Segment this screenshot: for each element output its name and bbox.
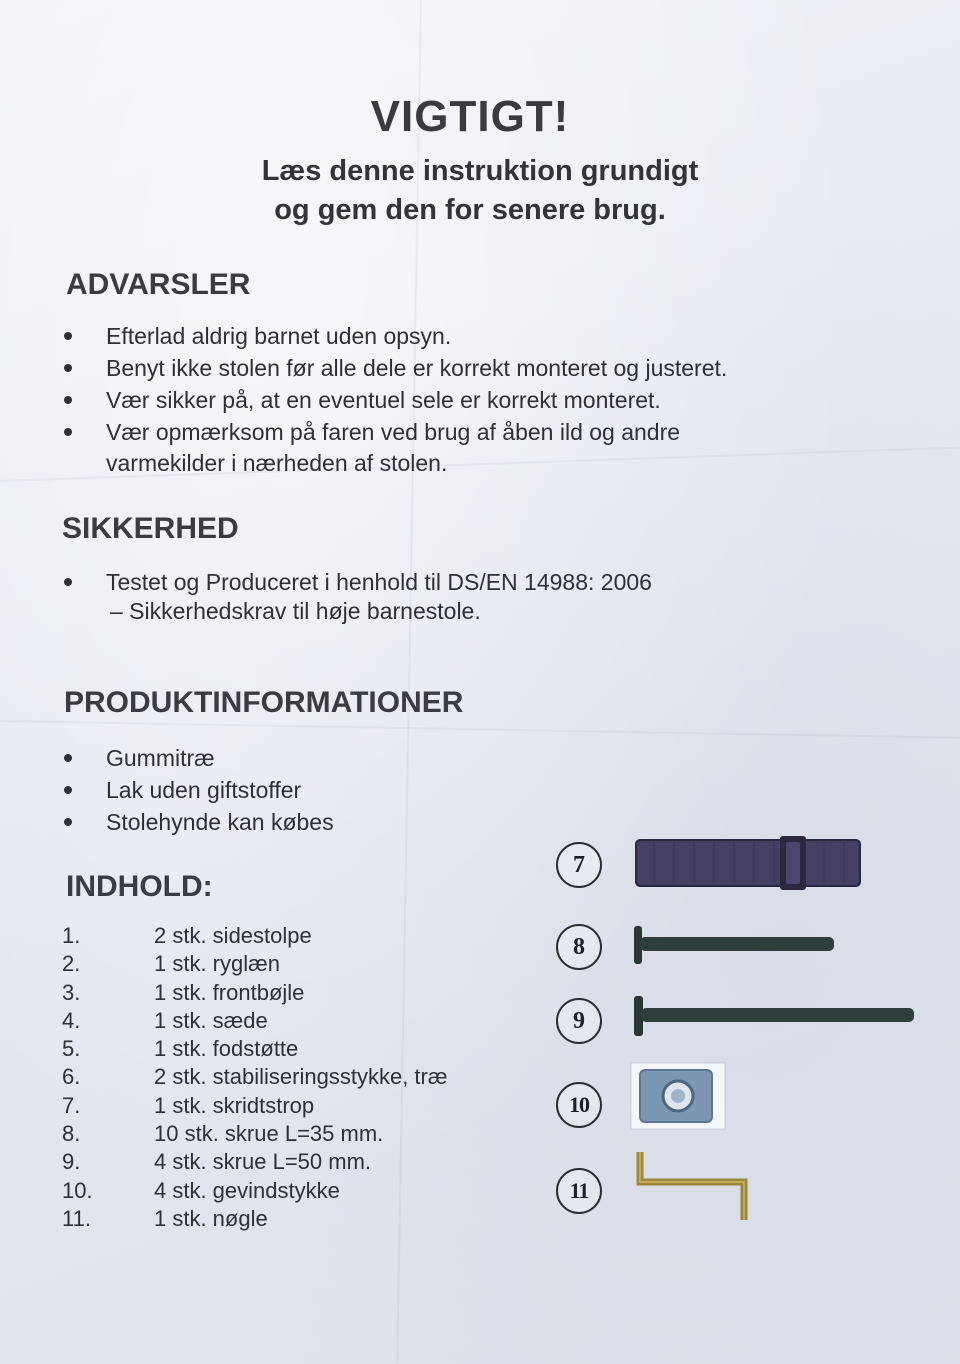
list-item: Testet og Produceret i henhold til DS/EN 14988: 2006 bbox=[62, 566, 652, 598]
produktinfo-list bbox=[62, 742, 334, 838]
table-row bbox=[62, 1177, 447, 1205]
item-number: 9. bbox=[62, 1149, 81, 1175]
part-label-8: 8 bbox=[556, 924, 602, 970]
list-item: Vær opmærksom på faren ved brug af åben ild og andre bbox=[62, 416, 727, 448]
item-number: 2. bbox=[62, 951, 81, 977]
part-label-9: 9 bbox=[556, 998, 602, 1044]
table-row bbox=[62, 1035, 447, 1063]
item-text: 1 stk. nøgle bbox=[154, 1205, 268, 1231]
item-text: 4 stk. skrue L=50 mm. bbox=[154, 1149, 372, 1175]
item-text: 1 stk. ryglæn bbox=[154, 951, 280, 977]
subtitle-line-1: Læs denne instruktion grundigt bbox=[261, 155, 699, 187]
item-text: 1 stk. fodstøtte bbox=[154, 1036, 299, 1062]
list-item: Stolehynde kan købes bbox=[62, 806, 334, 838]
item-text: 1 stk. frontbøjle bbox=[154, 979, 305, 1005]
item-text: 1 stk. sæde bbox=[154, 1007, 268, 1033]
part-label-7: 7 bbox=[556, 842, 602, 888]
item-text: 10 stk. skrue L=35 mm. bbox=[154, 1121, 384, 1147]
table-row bbox=[62, 1120, 447, 1148]
item-number: 5. bbox=[62, 1036, 81, 1062]
indhold-list bbox=[62, 922, 447, 1233]
item-number: 7. bbox=[62, 1092, 81, 1118]
item-number: 6. bbox=[62, 1064, 81, 1090]
item-number: 4. bbox=[62, 1007, 81, 1033]
table-row bbox=[62, 1063, 447, 1091]
long-screw-icon bbox=[632, 994, 916, 1038]
threaded-insert-icon bbox=[630, 1062, 726, 1130]
table-row bbox=[62, 1148, 447, 1176]
table-row bbox=[62, 1007, 447, 1035]
list-item: Lak uden giftstoffer bbox=[62, 774, 334, 806]
item-text: 2 stk. sidestolpe bbox=[154, 923, 312, 948]
item-number: 1. bbox=[62, 923, 81, 948]
item-number: 10. bbox=[62, 1177, 93, 1203]
paper-crease bbox=[0, 720, 960, 739]
list-item: Gummitræ bbox=[62, 742, 334, 774]
advarsler-continuation: varmekilder i nærheden af stolen. bbox=[106, 450, 448, 476]
part-label-11: 11 bbox=[556, 1168, 602, 1214]
item-number: 11. bbox=[62, 1205, 91, 1231]
list-item: Efterlad aldrig barnet uden opsyn. bbox=[62, 320, 727, 352]
sikkerhed-heading: SIKKERHED bbox=[62, 512, 239, 545]
item-text: 1 stk. skridtstrop bbox=[154, 1092, 315, 1118]
item-text: 2 stk. stabiliseringsstykke, træ bbox=[154, 1064, 448, 1090]
advarsler-heading: ADVARSLER bbox=[66, 268, 251, 301]
item-text: 4 stk. gevindstykke bbox=[154, 1177, 340, 1203]
part-label-10: 10 bbox=[556, 1082, 602, 1128]
subtitle-line-2: og gem den for senere brug. bbox=[274, 194, 666, 226]
table-row bbox=[62, 922, 447, 950]
table-row bbox=[62, 1205, 447, 1233]
allen-key-icon bbox=[632, 1148, 754, 1224]
strap-icon bbox=[634, 836, 862, 892]
table-row bbox=[62, 1092, 447, 1120]
short-screw-icon bbox=[632, 924, 836, 966]
table-row bbox=[62, 979, 447, 1007]
page-title: VIGTIGT! bbox=[370, 92, 570, 141]
sikkerhed-continuation: – Sikkerhedskrav til høje barnestole. bbox=[110, 598, 481, 624]
advarsler-list bbox=[62, 320, 727, 448]
item-number: 8. bbox=[62, 1121, 81, 1147]
item-number: 3. bbox=[62, 979, 81, 1005]
sikkerhed-list bbox=[62, 566, 652, 598]
list-item: Vær sikker på, at en eventuel sele er korrekt monteret. bbox=[62, 384, 727, 416]
list-item: Benyt ikke stolen før alle dele er korrekt monteret og justeret. bbox=[62, 352, 727, 384]
table-row bbox=[62, 950, 447, 978]
produktinfo-heading: PRODUKTINFORMATIONER bbox=[64, 686, 464, 719]
indhold-heading: INDHOLD: bbox=[66, 870, 213, 903]
